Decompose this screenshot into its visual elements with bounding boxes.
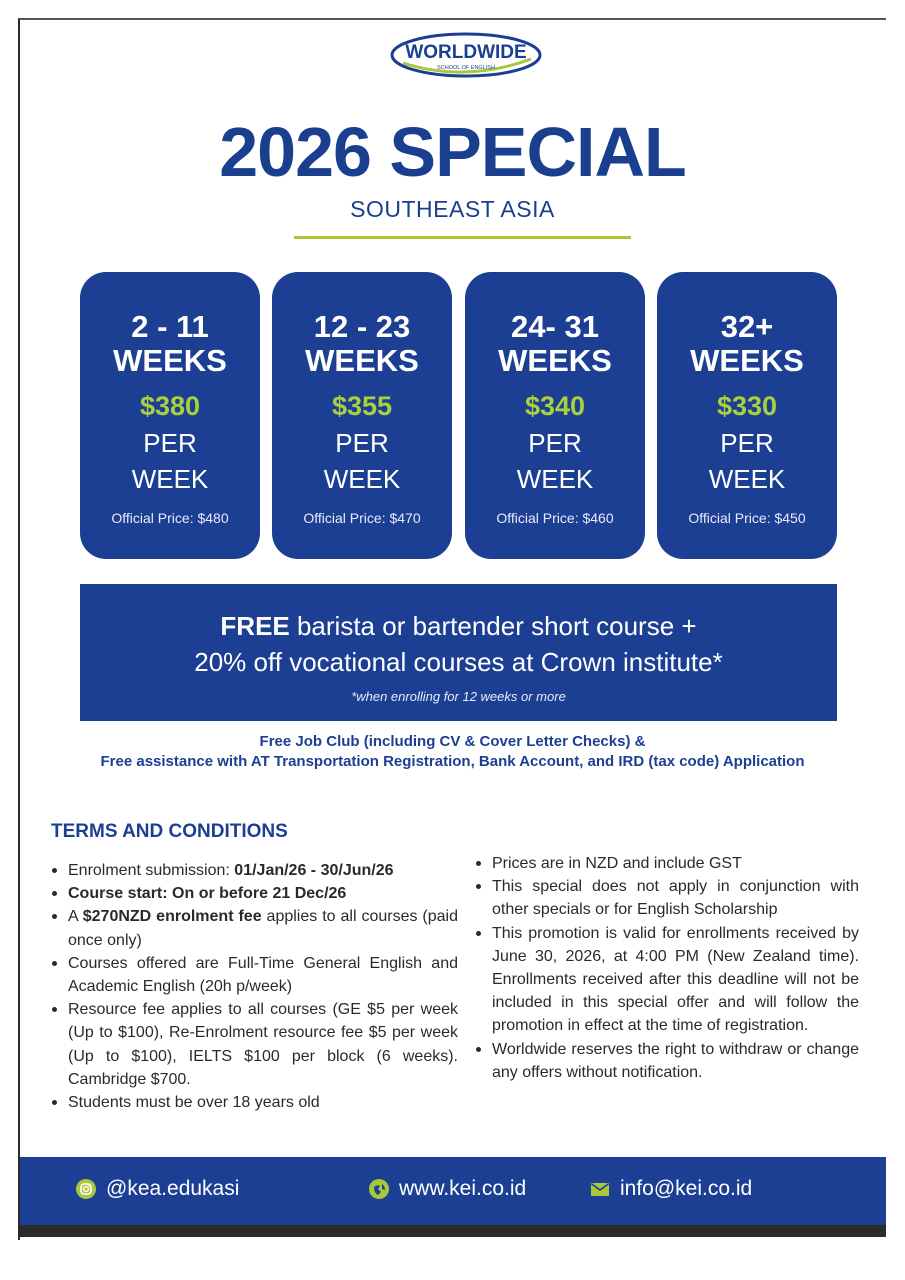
- card-price: $355: [331, 391, 393, 421]
- term-text: Course start: On or before 21 Dec/26: [68, 885, 347, 903]
- card-weeks-label: WEEKS: [498, 343, 612, 378]
- instagram-contact[interactable]: [76, 1176, 239, 1202]
- page-title: 2026 SPECIAL: [219, 113, 686, 191]
- mail-icon: [590, 1179, 610, 1199]
- logo-graphic: [389, 31, 543, 79]
- website-contact[interactable]: [369, 1176, 526, 1202]
- email-contact[interactable]: [590, 1176, 752, 1202]
- card-official-price: Official Price: $480: [111, 510, 229, 526]
- card-per-label: PER: [335, 428, 389, 458]
- term-text-bold: $270NZD enrolment fee: [82, 908, 262, 926]
- terms-list-right: [474, 852, 859, 1084]
- price-card-32-plus-weeks: [657, 272, 837, 559]
- promo-banner: [80, 584, 837, 721]
- card-duration: 32+: [720, 309, 774, 344]
- benefit-line-1: Free Job Club (including CV & Cover Letter Checks) &: [259, 733, 646, 750]
- instagram-handle: @kea.edukasi: [106, 1177, 240, 1200]
- worldwide-logo: [389, 31, 543, 79]
- card-week-label: WEEK: [131, 464, 209, 494]
- benefit-line-2: Free assistance with AT Transportation Registration, Bank Account, and IRD (tax code) Application: [100, 753, 805, 770]
- term-item: Prices are in NZD and include GST: [474, 852, 859, 875]
- promo-line-1: [80, 610, 837, 642]
- card-price: $330: [716, 391, 778, 421]
- terms-list-left: [50, 859, 458, 1114]
- card-duration: 12 - 23: [313, 309, 411, 344]
- card-duration: 24- 31: [511, 309, 599, 344]
- card-official-price: Official Price: $460: [496, 510, 614, 526]
- term-item: This promotion is valid for enrollments received by June 30, 2026, at 4:00 PM (New Zealand time). Enrollments received after this deadline will not be included in this special offer and will follow the promotion in effect at the time of registration.: [474, 922, 859, 1038]
- card-weeks-label: WEEKS: [113, 343, 227, 378]
- card-weeks-label: WEEKS: [690, 343, 804, 378]
- card-per-label: PER: [720, 428, 774, 458]
- promo-footnote: *when enrolling for 12 weeks or more: [351, 689, 566, 704]
- term-label: Enrolment submission:: [68, 862, 235, 879]
- price-card-12-23-weeks: [272, 272, 452, 559]
- term-item: Courses offered are Full-Time General English and Academic English (20h p/week): [50, 952, 458, 998]
- card-official-price: Official Price: $470: [303, 510, 421, 526]
- term-text-post: applies to all courses (paid once only): [68, 908, 458, 949]
- term-item: This special does not apply in conjunction with other specials or for English Scholarship: [474, 875, 859, 921]
- promo-free-label: FREE: [220, 611, 290, 641]
- card-weeks-label: WEEKS: [305, 343, 419, 378]
- logo-name: WORLDWIDE: [405, 42, 527, 63]
- term-item: Students must be over 18 years old: [50, 1091, 458, 1114]
- title-divider: [294, 236, 631, 239]
- terms-title: TERMS AND CONDITIONS: [51, 821, 288, 842]
- card-per-label: PER: [528, 428, 582, 458]
- promo-line-2: 20% off vocational courses at Crown institute*: [194, 647, 723, 677]
- card-per-label: PER: [143, 428, 197, 458]
- logo-tagline: SCHOOL OF ENGLISH: [437, 65, 495, 71]
- term-item: Resource fee applies to all courses (GE $5 per week (Up to $100), Re-Enrolment resource fee $5 per week (Up to $100), IELTS $100 per block (6 weeks). Cambridge $700.: [50, 998, 458, 1091]
- price-card-2-11-weeks: [80, 272, 260, 559]
- card-official-price: Official Price: $450: [688, 510, 806, 526]
- term-item: [50, 882, 458, 905]
- card-week-label: WEEK: [323, 464, 401, 494]
- contact-footer: [20, 1157, 886, 1225]
- card-price: $380: [139, 391, 201, 421]
- card-week-label: WEEK: [708, 464, 786, 494]
- email-address: info@kei.co.id: [620, 1177, 753, 1200]
- term-text-pre: A: [68, 908, 83, 926]
- page-subtitle: SOUTHEAST ASIA: [350, 196, 555, 222]
- term-item: Worldwide reserves the right to withdraw or change any offers without notification.: [474, 1038, 859, 1084]
- bottom-bar: [20, 1225, 886, 1237]
- term-item: [50, 905, 458, 951]
- price-card-24-31-weeks: [465, 272, 645, 559]
- promo-line-1-text: barista or bartender short course +: [289, 611, 697, 641]
- term-value: 01/Jan/26 - 30/Jun/26: [234, 862, 394, 879]
- card-duration: 2 - 11: [131, 309, 209, 344]
- website-url: www.kei.co.id: [399, 1177, 527, 1200]
- card-price: $340: [524, 391, 586, 421]
- instagram-icon: [76, 1179, 96, 1199]
- globe-icon: [369, 1179, 389, 1199]
- term-item: [50, 859, 458, 882]
- card-week-label: WEEK: [516, 464, 594, 494]
